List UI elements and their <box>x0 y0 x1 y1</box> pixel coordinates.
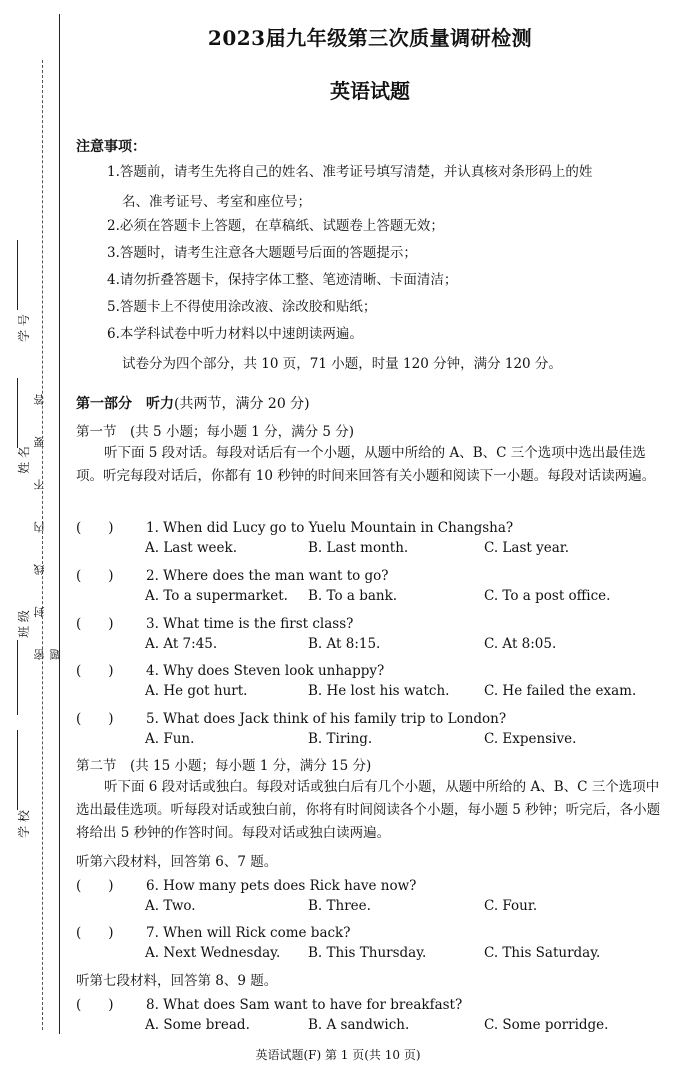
section2-instruction: 听下面 6 段对话或独白。每段对话或独白后有几个小题，从题中所给的 A、B、C 三个选项中选出最佳选项。听每段对话或独白前，你将有时间阅读各个小题，每小题 5 秒钟；听完后，各小题将给出 5 秒钟的作答时间。每段对话或独白读两遍。 <box>76 779 661 841</box>
note-item: 2.必须在答题卡上答题，在草稿纸、试题卷上答题无效； <box>107 218 444 234</box>
section2-heading: 第二节 (共 15 小题；每小题 1 分，满分 15 分) <box>76 758 372 774</box>
part1-heading <box>76 393 310 413</box>
option-a: A. To a supermarket. <box>145 588 288 604</box>
answer-blank[interactable]: ( ) <box>76 925 114 941</box>
school-underline <box>17 730 18 810</box>
option-c: C. Last year. <box>484 540 570 556</box>
question-1 <box>76 516 513 536</box>
option-a: A. Some bread. <box>145 1017 250 1033</box>
question-8 <box>76 993 462 1013</box>
school-label: 学 校 <box>16 810 31 838</box>
notes-heading: 注意事项： <box>76 139 146 155</box>
exam-subtitle: 英语试题 <box>330 79 410 103</box>
note-item: 6.本学科试卷中听力材料以中速朗读两遍。 <box>107 326 363 342</box>
student-no-underline <box>17 240 18 310</box>
answer-blank[interactable]: ( ) <box>76 568 114 584</box>
question-text: 3. What time is the first class? <box>146 616 354 632</box>
option-b: B. At 8:15. <box>308 636 381 652</box>
option-a: A. Two. <box>145 898 196 914</box>
question-5 <box>76 707 506 727</box>
question-text: 8. What does Sam want to have for breakfast? <box>146 997 463 1013</box>
question-2 <box>76 564 389 584</box>
option-b: B. Tiring. <box>308 731 373 747</box>
option-a: A. He got hurt. <box>145 683 248 699</box>
question-text: 6. How many pets does Rick have now? <box>146 878 417 894</box>
name-label: 姓 名 <box>16 446 31 474</box>
option-c: C. Expensive. <box>484 731 577 747</box>
question-4 <box>76 659 384 679</box>
option-a: A. Next Wednesday. <box>145 945 281 961</box>
answer-blank[interactable]: ( ) <box>76 997 114 1013</box>
seal-warning-text: 密 封 线 内 不 要 答 题 <box>33 380 62 660</box>
material-6-note: 听第六段材料，回答第 6、7 题。 <box>76 854 278 870</box>
page-footer: 英语试题(F) 第 1 页(共 10 页) <box>255 1048 421 1062</box>
answer-blank[interactable]: ( ) <box>76 711 114 727</box>
question-text: 7. When will Rick come back? <box>146 925 351 941</box>
question-text: 2. Where does the man want to go? <box>146 568 389 584</box>
class-label: 班 级 <box>16 610 31 638</box>
option-c: C. Four. <box>484 898 538 914</box>
section1-instruction: 听下面 5 段对话。每段对话后有一个小题，从题中所给的 A、B、C 三个选项中选出最佳选项。听完每段对话后，你都有 10 秒钟的时间来回答有关小题和阅读下一小题。每段对话读两遍。 <box>76 445 656 484</box>
answer-blank[interactable]: ( ) <box>76 616 114 632</box>
option-c: C. Some porridge. <box>484 1017 609 1033</box>
answer-blank[interactable]: ( ) <box>76 878 114 894</box>
question-6 <box>76 874 416 894</box>
exam-summary: 试卷分为四个部分，共 10 页，71 小题，时量 120 分钟，满分 120 分。 <box>122 356 562 372</box>
option-a: A. Fun. <box>145 731 195 747</box>
note-item-continuation: 名、准考证号、考室和座位号； <box>122 194 311 210</box>
name-underline <box>17 378 18 448</box>
option-a: A. At 7:45. <box>145 636 218 652</box>
question-text: 4. Why does Steven look unhappy? <box>146 663 385 679</box>
question-7 <box>76 921 350 941</box>
option-c: C. He failed the exam. <box>484 683 637 699</box>
question-3 <box>76 612 353 632</box>
option-b: B. Three. <box>308 898 371 914</box>
option-b: B. A sandwich. <box>308 1017 410 1033</box>
material-7-note: 听第七段材料，回答第 8、9 题。 <box>76 973 278 989</box>
question-text: 5. What does Jack think of his family trip to London? <box>146 711 507 727</box>
binding-margin <box>0 0 64 1074</box>
class-underline <box>17 640 18 715</box>
note-item: 4.请勿折叠答题卡，保持字体工整、笔迹清晰、卡面清洁； <box>107 272 458 288</box>
option-b: B. He lost his watch. <box>308 683 450 699</box>
option-c: C. This Saturday. <box>484 945 601 961</box>
answer-blank[interactable]: ( ) <box>76 663 114 679</box>
note-item: 5.答题卡上不得使用涂改液、涂改胶和贴纸； <box>107 299 377 315</box>
student-no-label: 学 号 <box>16 314 31 342</box>
question-text: 1. When did Lucy go to Yuelu Mountain in Changsha? <box>146 520 514 536</box>
option-c: C. At 8:05. <box>484 636 557 652</box>
seal-warning <box>33 360 62 660</box>
part1-title-note: (共两节，满分 20 分) <box>174 396 310 412</box>
exam-title: 2023届九年级第三次质量调研检测 <box>207 26 533 50</box>
section1-heading: 第一节 (共 5 小题；每小题 1 分，满分 5 分) <box>76 424 355 440</box>
note-item: 3.答题时，请考生注意各大题题号后面的答题提示； <box>107 245 417 261</box>
part1-title: 第一部分 听力 <box>76 396 174 412</box>
note-item: 1.答题前，请考生先将自己的姓名、准考证号填写清楚，并认真核对条形码上的姓 <box>107 164 593 180</box>
answer-blank[interactable]: ( ) <box>76 520 114 536</box>
option-a: A. Last week. <box>145 540 237 556</box>
option-c: C. To a post office. <box>484 588 611 604</box>
option-b: B. Last month. <box>308 540 409 556</box>
option-b: B. This Thursday. <box>308 945 427 961</box>
option-b: B. To a bank. <box>308 588 398 604</box>
